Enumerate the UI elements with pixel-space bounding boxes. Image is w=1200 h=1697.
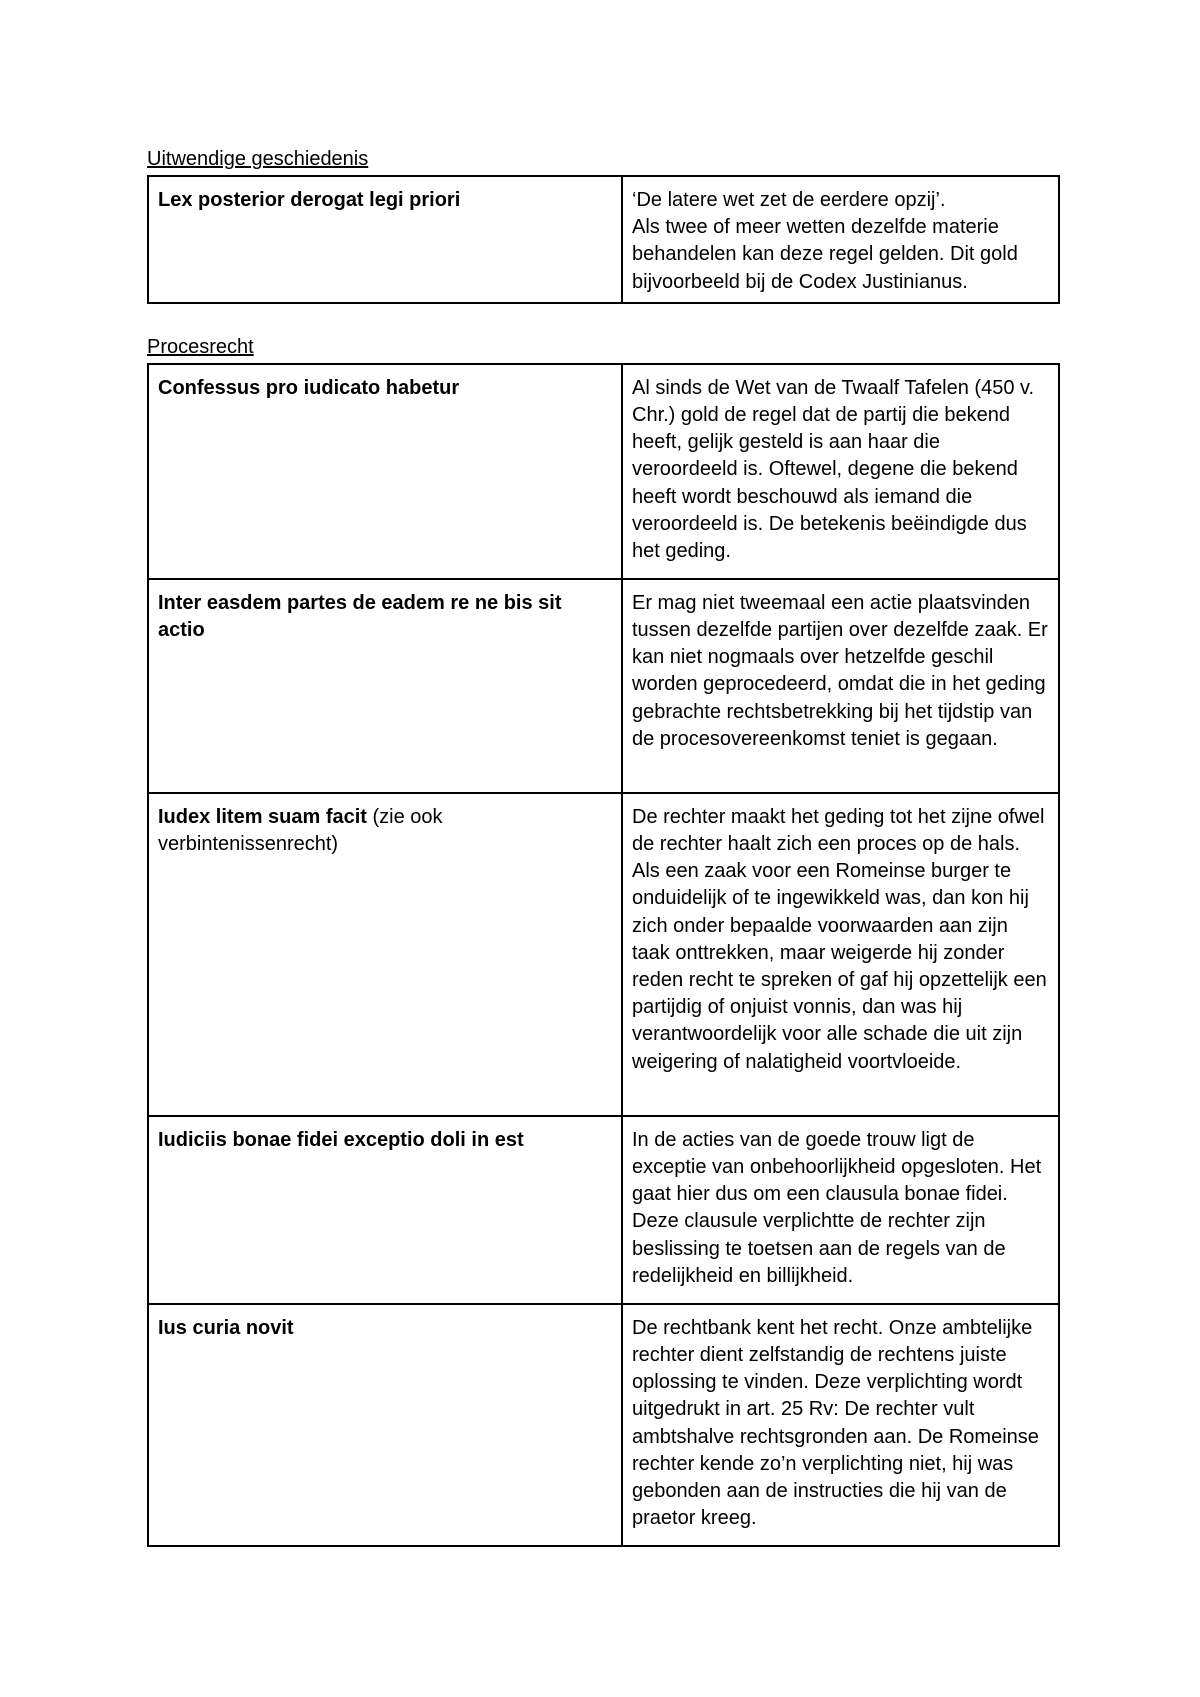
description-text: De rechtbank kent het recht. Onze ambtelijke rechter dient zelfstandig de rechtens juiste oplossing te vinden. Deze verplichting wordt uitgedrukt in art. 25 Rv: De rechter vult ambtshalve rechtsgronden aan. De Romeinse rechter kende zo’n verplichting niet, hij was gebonden aan de instructies die hij van de praetor kreeg. (632, 1316, 1039, 1530)
description-text: In de acties van de goede trouw ligt de exceptie van onbehoorlijkheid opgesloten. Het gaat hier dus om een clausula bonae fidei. Deze clausule verplichtte de rechter zijn beslissing te toetsen aan de regels van de redelijkheid en billijkheid. (632, 1128, 1042, 1287)
table-row (148, 1116, 1059, 1304)
description-text: De rechter maakt het geding tot het zijne ofwel de rechter haalt zich een proces op de hals. Als een zaak voor een Romeinse burger te onduidelijk of te ingewikkeld was, dan kon hij zich onder bepaalde voorwaarden aan zijn taak onttrekken, maar weigerde hij zonder reden recht te spreken of gaf hij opzettelijk een partijdig of onjuist vonnis, dan was hij verantwoordelijk voor alle schade die uit zijn weigering of nalatigheid voortvloeide. (632, 805, 1047, 1073)
description-cell (622, 793, 1059, 1116)
term-label: Ius curia novit (158, 1316, 294, 1339)
table-row (148, 793, 1059, 1116)
terms-table-procesrecht (147, 363, 1060, 1547)
description-text: Er mag niet tweemaal een actie plaatsvinden tussen dezelfde partijen over dezelfde zaak. Er kan niet nogmaals over hetzelfde geschil worden geprocedeerd, omdat die in het geding gebrachte rechtsbetrekking bij het tijdstip van de procesovereenkomst teniet is gegaan. (632, 591, 1048, 750)
description-text: Al sinds de Wet van de Twaalf Tafelen (450 v. Chr.) gold de regel dat de partij die bekend heeft, gelijk gesteld is aan haar die veroordeeld is. Oftewel, degene die bekend heeft wordt beschouwd als iemand die veroordeeld is. De betekenis beëindigde dus het geding. (632, 376, 1035, 563)
term-cell (148, 364, 622, 579)
description-cell (622, 1116, 1059, 1304)
term-cell (148, 176, 622, 303)
table-row (148, 1304, 1059, 1546)
section-heading-uitwendige-geschiedenis: Uitwendige geschiedenis (147, 148, 369, 170)
term-label: Iudiciis bonae fidei exceptio doli in est (158, 1128, 524, 1151)
table-row (148, 364, 1059, 579)
term-cell (148, 1116, 622, 1304)
term-cell (148, 1304, 622, 1546)
term-note: (zie ook verbintenissenrecht) (158, 805, 443, 856)
document-page (147, 146, 1060, 1547)
term-label: Iudex litem suam facit (158, 805, 367, 828)
term-label: Lex posterior derogat legi priori (158, 189, 461, 211)
terms-table-uitwendige-geschiedenis (147, 175, 1060, 304)
description-text-line2: Als twee of meer wetten dezelfde materie behandelen kan deze regel gelden. Dit gold bijvoorbeeld bij de Codex Justinianus. (632, 216, 1018, 293)
term-cell (148, 793, 622, 1116)
section-heading-procesrecht: Procesrecht (147, 335, 254, 358)
term-label: Inter easdem partes de eadem re ne bis sit actio (158, 591, 562, 642)
description-cell (622, 176, 1059, 303)
description-cell (622, 579, 1059, 793)
term-cell (148, 579, 622, 793)
table-row (148, 579, 1059, 793)
term-label: Confessus pro iudicato habetur (158, 376, 460, 399)
description-cell (622, 1304, 1059, 1546)
description-text-line1: ‘De latere wet zet de eerdere opzij’. (632, 189, 946, 211)
table-row (148, 176, 1059, 303)
description-cell (622, 364, 1059, 579)
